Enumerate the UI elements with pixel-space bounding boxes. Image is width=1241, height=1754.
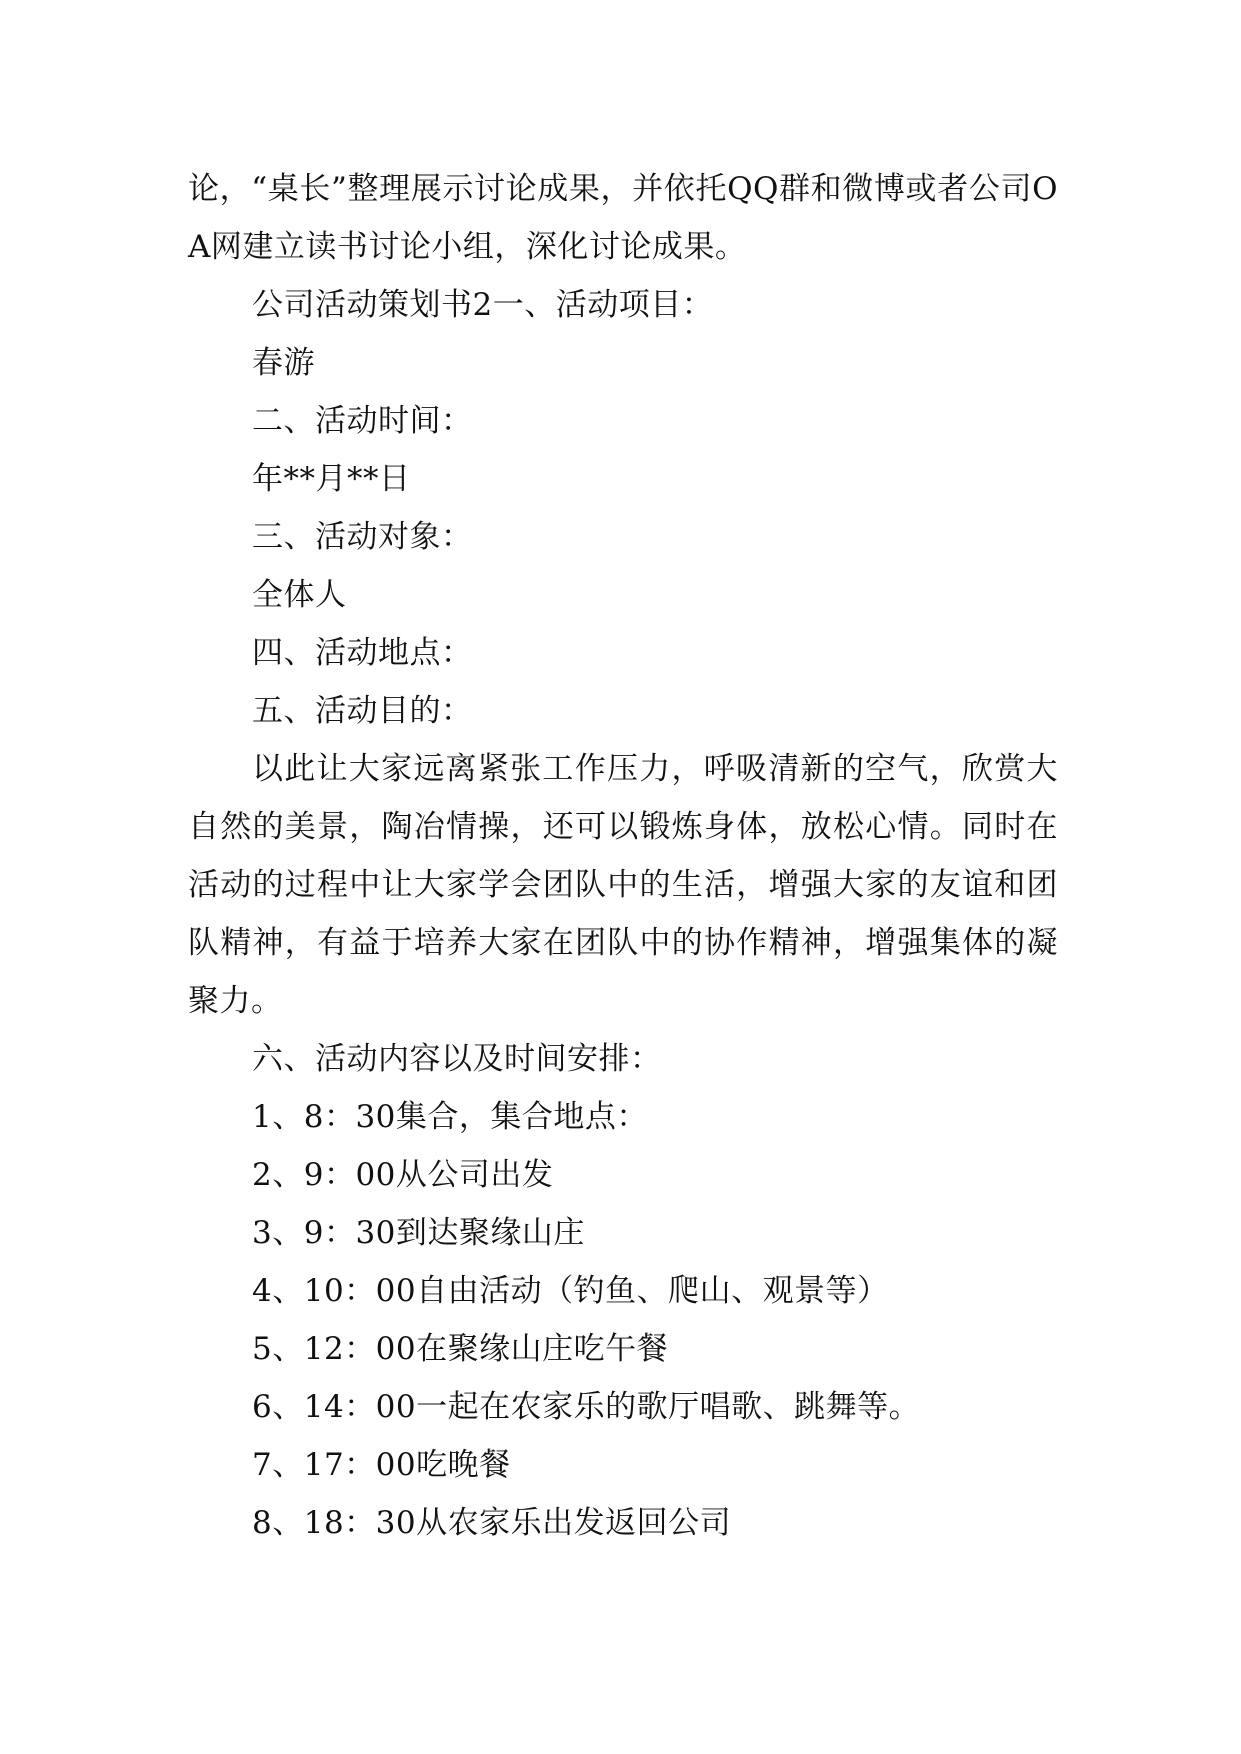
section-title-activity-location: 四、活动地点： [252, 635, 473, 671]
schedule-item: 6、14：00一起在农家乐的歌厅唱歌、跳舞等。 [252, 1389, 921, 1425]
schedule-item: 7、17：00吃晚餐 [252, 1447, 511, 1483]
section-title-activity-project: 公司活动策划书2一、活动项目： [252, 287, 714, 323]
schedule-item: 4、10：00自由活动（钓鱼、爬山、观景等） [252, 1273, 889, 1309]
activity-time-value: 年**月**日 [252, 461, 411, 497]
activity-project-value: 春游 [252, 345, 315, 381]
section-title-activity-time: 二、活动时间： [252, 403, 473, 439]
schedule-item: 1、8：30集合，集合地点： [252, 1099, 648, 1135]
document-body [188, 160, 1058, 1552]
section-title-activity-audience: 三、活动对象： [252, 519, 473, 555]
activity-purpose-paragraph: 以此让大家远离紧张工作压力，呼吸清新的空气，欣赏大自然的美景，陶冶情操，还可以锻炼身体，放松心情。同时在活动的过程中让大家学会团队中的生活，增强大家的友谊和团队精神，有益于培养大家在团队中的协作精神，增强集体的凝聚力。 [188, 751, 1058, 1019]
section-title-schedule: 六、活动内容以及时间安排： [252, 1041, 662, 1077]
paragraph-continuation: 论，“桌长”整理展示讨论成果，并依托QQ群和微博或者公司OA网建立读书讨论小组，深化讨论成果。 [188, 171, 1058, 265]
schedule-item: 2、9：00从公司出发 [252, 1157, 554, 1193]
activity-audience-value: 全体人 [252, 577, 347, 613]
schedule-item: 3、9：30到达聚缘山庄 [252, 1215, 585, 1251]
schedule-item: 8、18：30从农家乐出发返回公司 [252, 1505, 732, 1541]
schedule-item: 5、12：00在聚缘山庄吃午餐 [252, 1331, 669, 1367]
section-title-activity-purpose: 五、活动目的： [252, 693, 473, 729]
